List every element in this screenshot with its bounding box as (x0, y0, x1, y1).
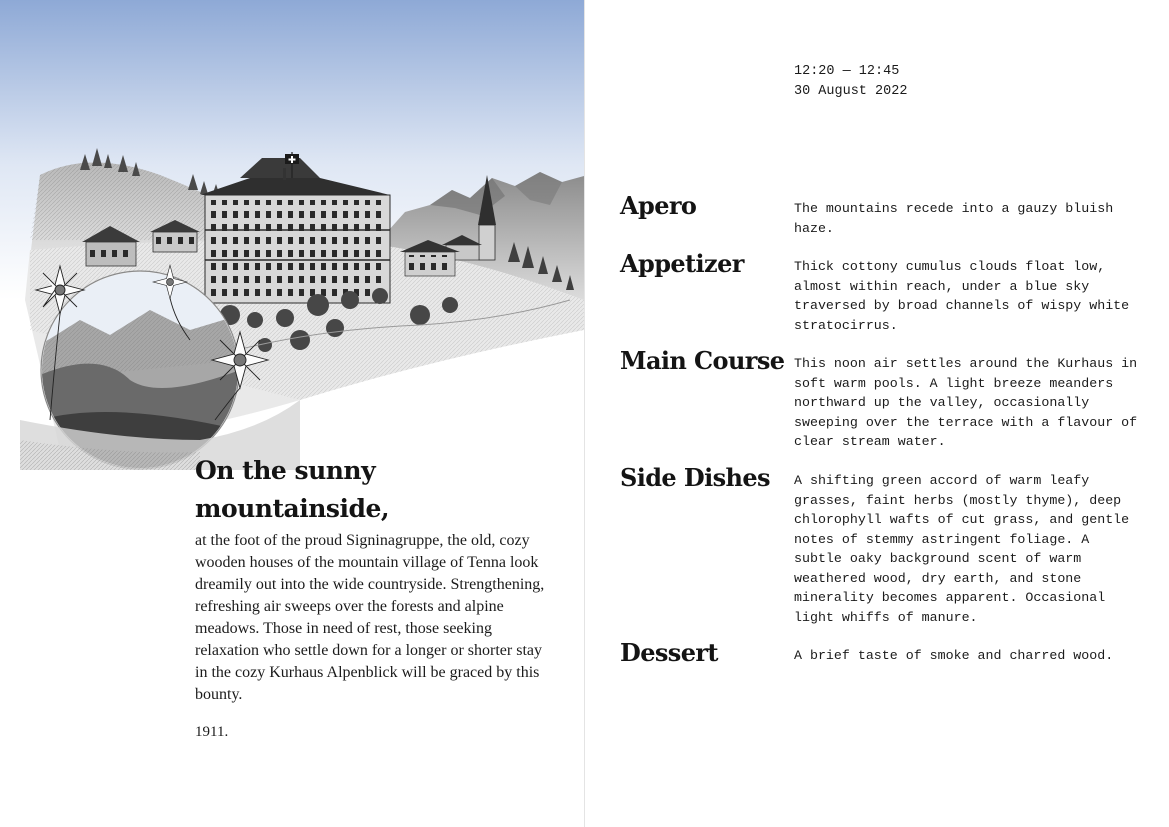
intro-heading: On the sunny mountainside, (195, 456, 390, 523)
datetime-block (794, 62, 907, 101)
left-page (0, 0, 584, 827)
course-description: A brief taste of smoke and charred wood. (794, 648, 1114, 663)
alpine-kurhaus-engraving-icon (0, 0, 584, 470)
right-page (585, 0, 1169, 827)
intro-paragraph: at the foot of the proud Signinagruppe, the old, cozy wooden houses of the mountain village of Tenna look dreamily out into the wide countryside. Strengthening, refreshing air sweeps over the forests and alpine meadows. Those in need of rest, those seeking relaxation who settle down for a longer or shorter stay in the cozy Kurhaus Alpenblick will be graced by this bounty. (195, 532, 545, 703)
course-name: Dessert (620, 638, 718, 667)
course-description: Thick cottony cumulus clouds float low, almost within reach, under a blue sky traversed by broad channels of wispy white stratocirrus. (794, 259, 1130, 333)
date: 30 August 2022 (794, 83, 908, 99)
intro-year: 1911. (195, 724, 229, 740)
course-description: This noon air settles around the Kurhaus in soft warm pools. A light breeze meanders northward up the valley, occasionally sweeping over the terrace with a flavour of clear stream water. (794, 356, 1138, 449)
course-description: A shifting green accord of warm leafy grasses, faint herbs (mostly thyme), deep chlorophyll wafts of cut grass, and gentle notes of stemmy astringent foliage. A subtle oaky background scent of warm weathered wood, dry earth, and stone minerality becomes apparent. Occasional light whiffs of manure. (794, 473, 1130, 625)
course-name: Appetizer (620, 249, 744, 278)
time-range: 12:20 — 12:45 (794, 64, 900, 79)
course-name: Side Dishes (620, 463, 770, 492)
course-description: The mountains recede into a gauzy bluish haze. (794, 201, 1114, 236)
intro-text-block (195, 452, 555, 742)
course-name: Main Course (620, 346, 785, 375)
course-name: Apero (620, 191, 697, 220)
